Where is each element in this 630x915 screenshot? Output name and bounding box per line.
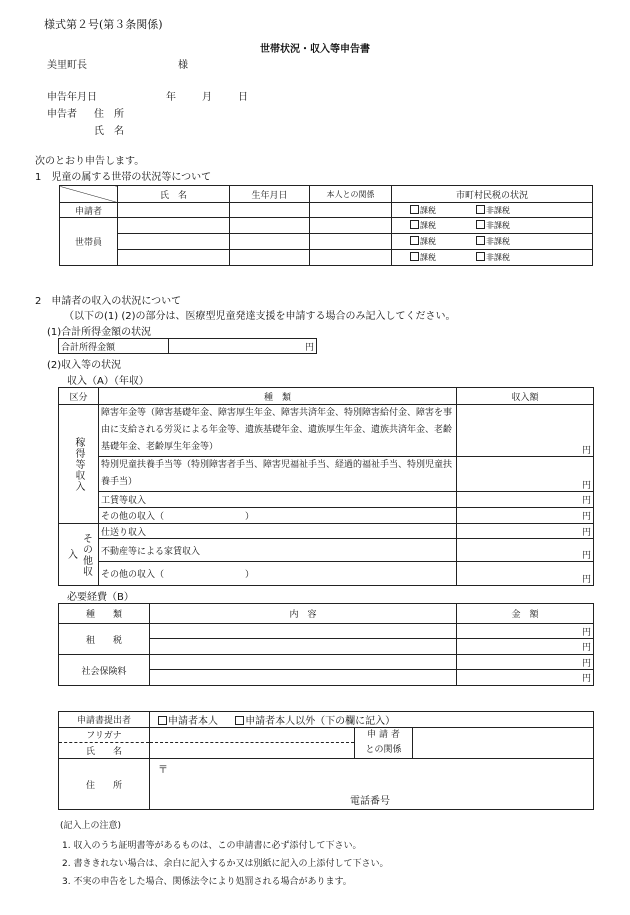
- pension-amount[interactable]: 円: [457, 405, 594, 457]
- taxed-checkbox[interactable]: 課税: [410, 221, 436, 230]
- section2-note: （以下の(1) (2)の部分は、医療型児童発達支援を申請する場合のみ記入してください。: [64, 311, 456, 322]
- col-type: 種 類: [99, 388, 457, 405]
- date-year: 年: [166, 92, 176, 103]
- form-number: 様式第２号(第３条関係): [44, 18, 163, 31]
- tax-amount-1[interactable]: 円: [457, 624, 594, 639]
- reporter-address-label: 住 所: [94, 109, 124, 120]
- col-name: 氏 名: [118, 186, 230, 203]
- table-row: [60, 234, 593, 250]
- total-income-field[interactable]: [169, 339, 317, 354]
- reporter-name-label: 氏 名: [94, 126, 124, 137]
- tax-amount-2[interactable]: 円: [457, 639, 594, 655]
- category-other: その他収入: [59, 524, 99, 586]
- taxed-checkbox[interactable]: 課税: [410, 253, 436, 262]
- total-income-label: 合計所得金額: [59, 339, 169, 354]
- allowance-amount[interactable]: 円: [457, 457, 594, 492]
- relation-label: 申 請 者 との関係: [355, 728, 413, 759]
- table-row: [60, 218, 593, 234]
- relation-field[interactable]: [413, 728, 594, 759]
- notes-heading: (記入上の注意): [60, 821, 122, 831]
- untaxed-checkbox[interactable]: 非課税: [476, 237, 510, 246]
- tax-content-2[interactable]: [150, 639, 457, 655]
- submitter-name-field[interactable]: [150, 742, 355, 758]
- note-item-2: 2. 書ききれない場合は、余白に記入するか又は別紙に記入の上添付して下さい。: [62, 859, 389, 869]
- member-relation-cell[interactable]: [310, 218, 392, 234]
- opt-other-checkbox[interactable]: 申請者本人以外（下の欄に記入）: [235, 716, 395, 727]
- household-table: [59, 185, 593, 266]
- member-name-cell[interactable]: [118, 250, 230, 266]
- submitter-address-field[interactable]: [150, 759, 594, 810]
- applicant-name-cell[interactable]: [118, 203, 230, 218]
- social-amount-2[interactable]: 円: [457, 670, 594, 686]
- untaxed-checkbox[interactable]: 非課税: [476, 206, 510, 215]
- allowance-label: 特別児童扶養手当等（特別障害者手当、障害児福祉手当、経過的福祉手当、特別児童扶養手当）: [99, 457, 457, 492]
- wage-amount[interactable]: 円: [457, 492, 594, 508]
- yen-unit: 円: [304, 342, 314, 353]
- furigana-field[interactable]: [150, 728, 355, 743]
- col-tax-status: 市町村民税の状況: [392, 186, 593, 203]
- social-amount-1[interactable]: 円: [457, 655, 594, 670]
- pension-label: 障害年金等（障害基礎年金、障害厚生年金、障害共済年金、特別障害給付金、障害を事由に支給される労災による年金等、遺族基礎年金、遺族厚生年金、遺族共済年金、老齢基礎年金、老齢厚生年金等）: [99, 405, 457, 457]
- rent-label: 不動産等による家賃収入: [99, 539, 457, 562]
- exp-col-content: 内 容: [150, 604, 457, 624]
- expenses-b-heading: 必要経費（B）: [67, 592, 134, 603]
- member-name-cell[interactable]: [118, 218, 230, 234]
- reporter-label: 申告者: [47, 109, 77, 120]
- table-row: [60, 203, 593, 218]
- member-relation-cell[interactable]: [310, 234, 392, 250]
- other-income2-label: その他の収入（ ）: [99, 562, 457, 586]
- social-insurance-label: 社会保険料: [59, 655, 150, 686]
- member-birth-cell[interactable]: [230, 234, 310, 250]
- submitter-address-label: 住 所: [59, 759, 150, 810]
- applicant-birth-cell[interactable]: [230, 203, 310, 218]
- submitter-label: 申請書提出者: [59, 712, 150, 728]
- member-birth-cell[interactable]: [230, 218, 310, 234]
- row-household-label: 世帯員: [60, 218, 118, 266]
- note-item-1: 1. 収入のうち証明書等があるものは、この申請書に必ず添付して下さい。: [62, 841, 362, 851]
- member-relation-cell[interactable]: [310, 250, 392, 266]
- furigana-label: フリガナ: [59, 728, 150, 743]
- income-a-heading: 収入（A）（年収）: [67, 376, 149, 387]
- tax-label: 租 税: [59, 624, 150, 655]
- income-table: [58, 387, 594, 586]
- date-month: 月: [202, 92, 212, 103]
- subsection1-heading: (1)合計所得金額の状況: [47, 327, 152, 338]
- remittance-label: 仕送り収入: [99, 524, 457, 539]
- date-day: 日: [238, 92, 248, 103]
- total-income-table: [58, 338, 317, 354]
- phone-label: 電話番号: [350, 796, 390, 807]
- section1-heading: 1 児童の属する世帯の状況等について: [35, 172, 212, 183]
- rent-amount[interactable]: 円: [457, 539, 594, 562]
- intro-text: 次のとおり申告します。: [35, 156, 145, 167]
- subsection2-heading: (2)収入等の状況: [47, 360, 122, 371]
- row-applicant-label: 申請者: [60, 203, 118, 218]
- other-income-amount[interactable]: 円: [457, 508, 594, 524]
- submitter-table: [58, 711, 594, 810]
- col-category: 区分: [59, 388, 99, 405]
- addressee: 美里町長: [47, 60, 87, 71]
- wage-label: 工賃等収入: [99, 492, 457, 508]
- table-row: [60, 250, 593, 266]
- diagonal-header-cell: [60, 186, 118, 203]
- tax-content-1[interactable]: [150, 624, 457, 639]
- category-earned: 稼得等収入: [59, 405, 99, 524]
- taxed-checkbox[interactable]: 課税: [410, 206, 436, 215]
- social-content-1[interactable]: [150, 655, 457, 670]
- member-name-cell[interactable]: [118, 234, 230, 250]
- addressee-suffix: 様: [178, 60, 188, 71]
- col-birthdate: 生年月日: [230, 186, 310, 203]
- other-income-label: その他の収入（ ）: [99, 508, 457, 524]
- exp-col-type: 種 類: [59, 604, 150, 624]
- untaxed-checkbox[interactable]: 非課税: [476, 253, 510, 262]
- postal-mark: 〒: [158, 765, 168, 776]
- applicant-relation-cell[interactable]: [310, 203, 392, 218]
- member-birth-cell[interactable]: [230, 250, 310, 266]
- untaxed-checkbox[interactable]: 非課税: [476, 221, 510, 230]
- social-content-2[interactable]: [150, 670, 457, 686]
- remittance-amount[interactable]: 円: [457, 524, 594, 539]
- exp-col-amount: 金 額: [457, 604, 594, 624]
- section2-heading: 2 申請者の収入の状況について: [35, 296, 182, 307]
- opt-self-checkbox[interactable]: 申請者本人: [158, 716, 218, 727]
- col-relation: 本人との関係: [310, 186, 392, 203]
- report-date-label: 申告年月日: [47, 92, 97, 103]
- submitter-name-label: 氏 名: [59, 742, 150, 758]
- note-item-3: 3. 不実の申告をした場合、関係法令により処罰される場合があります。: [62, 877, 352, 887]
- taxed-checkbox[interactable]: 課税: [410, 237, 436, 246]
- expenses-table: [58, 603, 594, 686]
- page-title: 世帯状況・収入等申告書: [260, 44, 370, 55]
- other-income2-amount[interactable]: 円: [457, 562, 594, 586]
- col-amount: 収入額: [457, 388, 594, 405]
